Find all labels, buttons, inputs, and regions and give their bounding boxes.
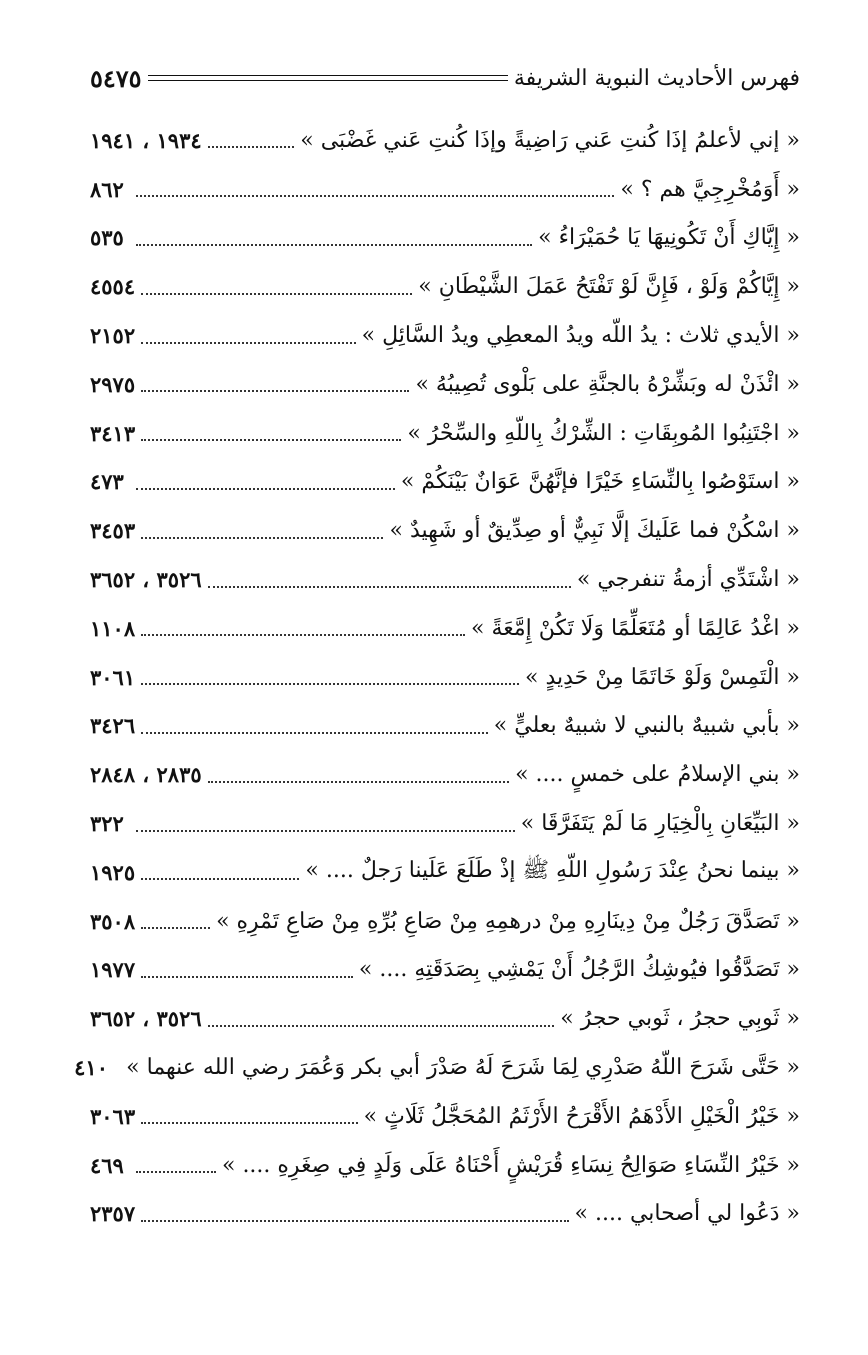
hadith-text: « الأيدي ثلاث : يدُ اللّه ويدُ المعطِي ويدُ السَّائِلِ » bbox=[361, 323, 800, 349]
dot-leader bbox=[141, 683, 519, 685]
index-entry bbox=[90, 604, 800, 653]
hadith-numbers: ٣٥٢٦ ، ٣٦٥٢ bbox=[90, 1006, 202, 1032]
page-title: فهرس الأحاديث النبوية الشريفة bbox=[513, 65, 800, 91]
hadith-numbers: ٣٠٦٣ bbox=[90, 1103, 136, 1129]
dot-leader bbox=[141, 878, 299, 880]
dot-leader bbox=[141, 342, 355, 344]
hadith-text: « إِيَّاكُمْ وَلَوْ ، فَإِنَّ لَوْ تَفْتَحُ عَمَلَ الشَّيْطَانِ » bbox=[418, 274, 800, 300]
dot-leader bbox=[208, 586, 571, 588]
dot-leader bbox=[141, 1220, 568, 1222]
dot-leader bbox=[141, 293, 412, 295]
header-rule bbox=[148, 75, 508, 81]
hadith-text: « بأبي شبيهٌ بالنبي لا شبيهٌ بعليٍّ » bbox=[493, 713, 800, 739]
index-entry bbox=[90, 165, 800, 214]
hadith-text: « خَيْرُ الْخَيْلِ الأَدْهَمُ الأَقْرَحُ الأَرْثَمُ المُحَجَّلُ ثَلَاثٍ » bbox=[363, 1103, 800, 1129]
hadith-numbers: ٣٤٥٣ bbox=[90, 518, 136, 544]
hadith-text: « البَيِّعَانِ بِالْخِيَارِ مَا لَمْ يَتَفَرَّقَا » bbox=[520, 811, 800, 837]
hadith-text: « إني لأعلمُ إذَا كُنتِ عَني رَاضِيةً وإذَا كُنتِ عَني غَضْبَى » bbox=[300, 127, 800, 153]
dot-leader bbox=[208, 1025, 555, 1027]
hadith-numbers: ٤٦٩ bbox=[90, 1152, 124, 1178]
hadith-text: « اجْتَنِبُوا المُوبِقَاتِ : الشِّرْكُ بِاللّهِ والسِّحْرُ » bbox=[407, 420, 800, 446]
hadith-numbers: ٢٣٥٧ bbox=[90, 1201, 136, 1227]
hadith-numbers: ٣٤١٣ bbox=[90, 420, 136, 446]
index-entry bbox=[90, 750, 800, 799]
hadith-text: « حَتَّى شَرَحَ اللّهُ صَدْرِي لِمَا شَرَحَ لَهُ صَدْرَ أبي بكر وَعُمَرَ رضي الله عنهما » bbox=[126, 1055, 800, 1081]
hadith-numbers: ٢٨٣٥ ، ٢٨٤٨ bbox=[90, 762, 202, 788]
hadith-text: « استَوْصُوا بِالنِّسَاءِ خَيْرًا فإنَّهُنَّ عَوَانٌ بَيْنَكُمْ » bbox=[400, 469, 800, 495]
dot-leader bbox=[136, 830, 515, 832]
hadith-numbers: ١٩٧٧ bbox=[90, 957, 136, 983]
hadith-text: « خَيْرُ النِّسَاءِ صَوَالِحُ نِسَاءِ قُرَيْشٍ أَحْنَاهُ عَلَى وَلَدٍ فِي صِغَرِهِ .... » bbox=[221, 1152, 800, 1178]
hadith-numbers: ٥٣٥ bbox=[90, 225, 124, 251]
index-entry bbox=[90, 1092, 800, 1141]
hadith-text: « دَعُوا لي أصحابي .... » bbox=[574, 1201, 800, 1227]
hadith-numbers: ٢١٥٢ bbox=[90, 323, 136, 349]
dot-leader bbox=[141, 1122, 357, 1124]
index-entry bbox=[90, 897, 800, 946]
index-entry bbox=[90, 1141, 800, 1190]
hadith-text: « بينما نحنُ عِنْدَ رَسُولِ اللّهِ ﷺ إذْ طَلَعَ عَلَينا رَجلٌ .... » bbox=[305, 858, 800, 884]
hadith-text: « ائْذَنْ له وبَشِّرْهُ بالجنَّةِ على بَلْوى تُصِيبُهُ » bbox=[415, 371, 800, 397]
dot-leader bbox=[141, 976, 353, 978]
dot-leader bbox=[141, 439, 401, 441]
hadith-text: « اغْدُ عَالِمًا أو مُتَعَلِّمًا وَلَا تَكُنْ إِمَّعَةً » bbox=[471, 615, 800, 641]
index-entry bbox=[90, 799, 800, 848]
index-entry bbox=[90, 946, 800, 995]
hadith-text: « الْتَمِسْ وَلَوْ خَاتَمًا مِنْ حَدِيدٍ » bbox=[525, 664, 800, 690]
index-entry bbox=[90, 506, 800, 555]
dot-leader bbox=[208, 781, 509, 783]
hadith-numbers: ٤١٠ bbox=[74, 1055, 108, 1081]
index-entry bbox=[90, 214, 800, 263]
dot-leader bbox=[141, 732, 488, 734]
hadith-numbers: ٣٤٢٦ bbox=[90, 713, 136, 739]
hadith-text: « ثَوبِي حجرُ ، ثَوبي حجرُ » bbox=[560, 1006, 800, 1032]
hadith-numbers: ١٩٢٥ bbox=[90, 859, 136, 885]
hadith-numbers: ١٩٣٤ ، ١٩٤١ bbox=[90, 127, 202, 153]
dot-leader bbox=[136, 244, 532, 246]
hadith-numbers: ٢٩٧٥ bbox=[90, 371, 136, 397]
index-entry bbox=[90, 116, 800, 165]
hadith-text: « أَوَمُخْرِجِيَّ هم ؟ » bbox=[620, 176, 800, 202]
hadith-numbers: ٨٦٢ bbox=[90, 176, 124, 202]
index-entry bbox=[90, 702, 800, 751]
hadith-numbers: ٣٥٢٦ ، ٣٦٥٢ bbox=[90, 567, 202, 593]
hadith-text: « تَصَدَّقَ رَجُلٌ مِنْ دِينَارِهِ مِنْ درهمِهِ مِنْ صَاعِ بُرِّهِ مِنْ صَاعِ تَمْرِهِ » bbox=[216, 908, 800, 934]
hadith-text: « اسْكُنْ فما عَلَيكَ إلَّا نَبِيٌّ أو صِدِّيقٌ أو شَهِيدٌ » bbox=[389, 518, 800, 544]
hadith-numbers: ٤٥٥٤ bbox=[90, 274, 136, 300]
dot-leader bbox=[136, 195, 614, 197]
dot-leader bbox=[136, 488, 395, 490]
dot-leader bbox=[141, 537, 383, 539]
dot-leader bbox=[141, 634, 465, 636]
index-entry bbox=[74, 1043, 800, 1092]
index-entry bbox=[90, 994, 800, 1043]
hadith-numbers: ١١٠٨ bbox=[90, 615, 136, 641]
hadith-text: « تَصَدَّقُوا فيُوشِكُ الرَّجُلُ أَنْ يَمْشِي بِصَدَقَتِهِ .... » bbox=[358, 957, 800, 983]
index-entry bbox=[90, 262, 800, 311]
index-entry bbox=[90, 848, 800, 897]
hadith-text: « إِيَّاكِ أَنْ تَكُونِيهَا يَا حُمَيْرَاءُ » bbox=[538, 225, 800, 251]
hadith-text: « اشْتَدِّي أزمةُ تنفرجي » bbox=[576, 567, 800, 593]
page-number: ٥٤٧٥ bbox=[90, 63, 142, 93]
index-entry bbox=[90, 409, 800, 458]
dot-leader bbox=[141, 927, 210, 929]
hadith-numbers: ٣٢٢ bbox=[90, 811, 124, 837]
index-entry bbox=[90, 360, 800, 409]
index-entry bbox=[90, 311, 800, 360]
running-header bbox=[90, 58, 800, 98]
dot-leader bbox=[141, 390, 409, 392]
dot-leader bbox=[136, 1171, 216, 1173]
hadith-index-list bbox=[74, 116, 800, 1238]
dot-leader bbox=[208, 146, 295, 148]
hadith-numbers: ٣٥٠٨ bbox=[90, 908, 136, 934]
hadith-text: « بني الإسلامُ على خمسٍ .... » bbox=[515, 762, 800, 788]
index-entry bbox=[90, 458, 800, 507]
index-entry bbox=[90, 653, 800, 702]
index-entry bbox=[90, 1190, 800, 1239]
hadith-numbers: ٤٧٣ bbox=[90, 469, 124, 495]
hadith-numbers: ٣٠٦١ bbox=[90, 664, 136, 690]
index-entry bbox=[90, 555, 800, 604]
